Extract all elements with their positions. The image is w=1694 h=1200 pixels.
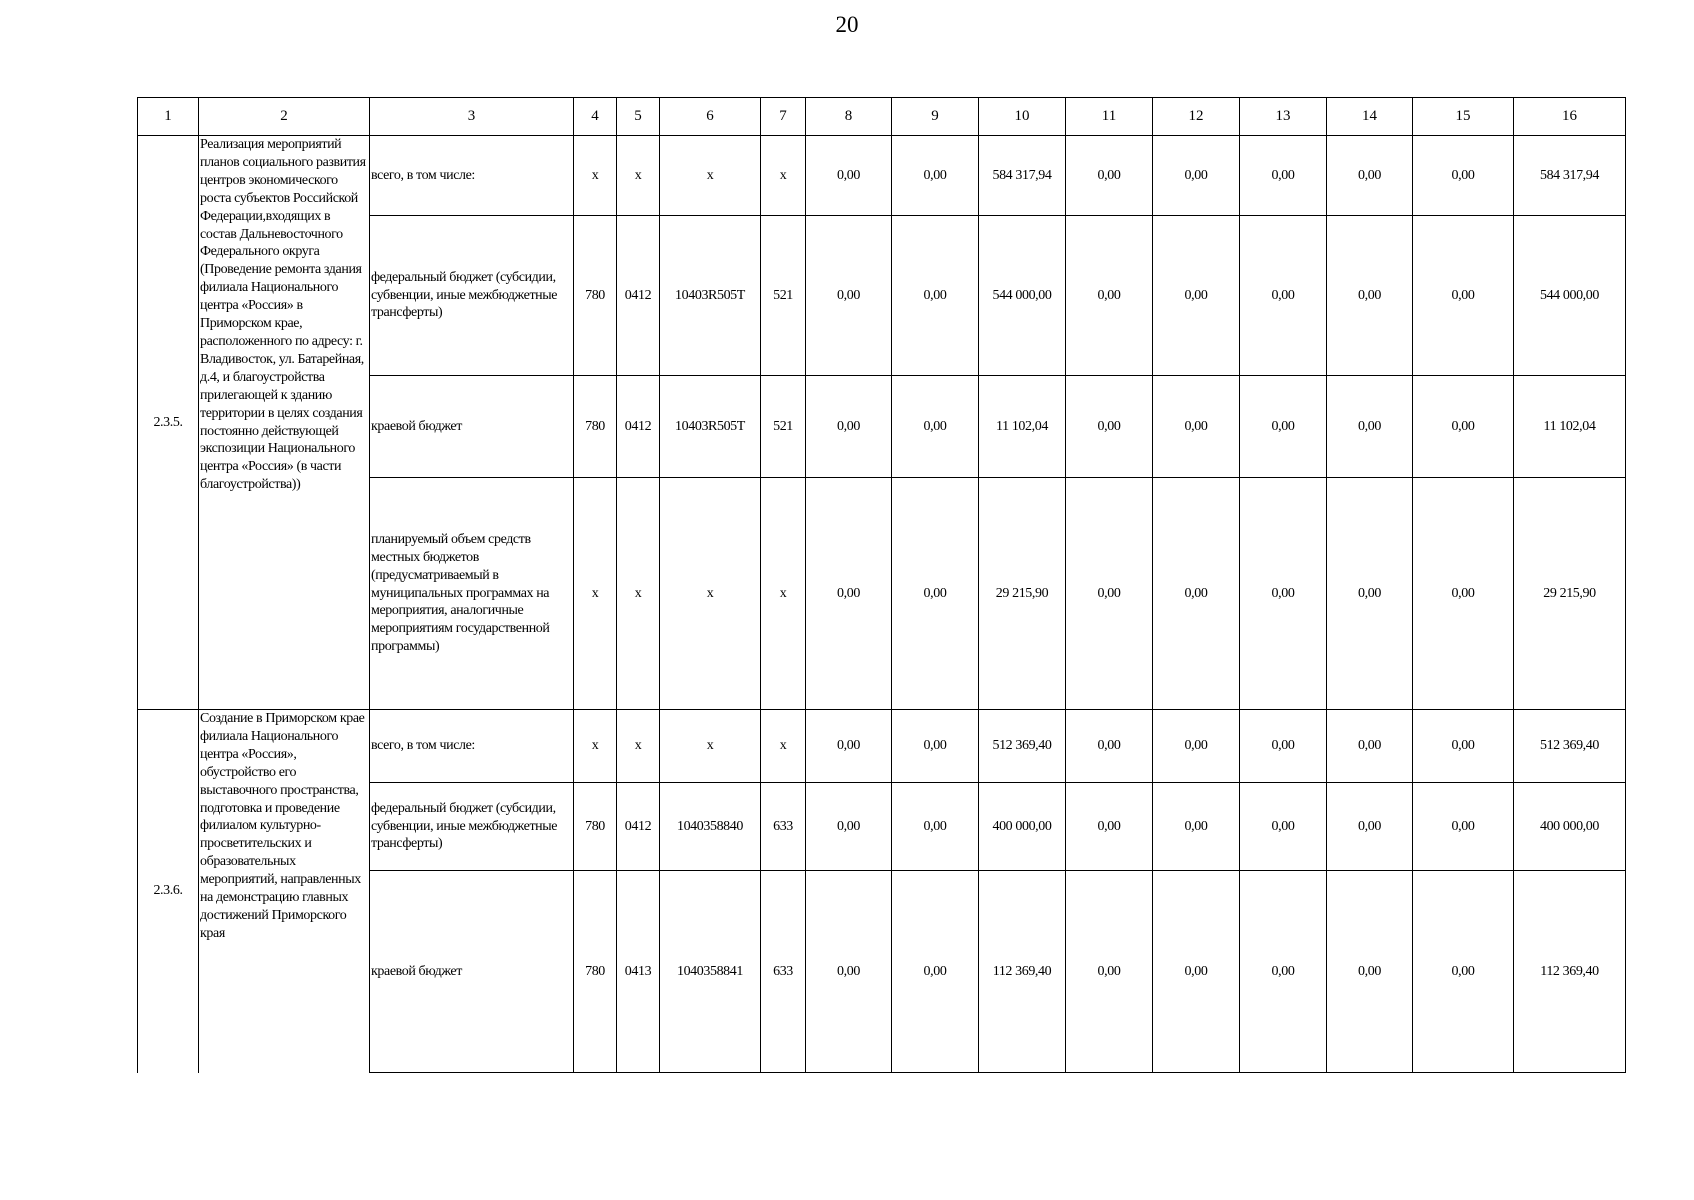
cell-col4: x <box>574 136 617 216</box>
funding-source: федеральный бюджет (субсидии, субвенции, иные межбюджетные трансферты) <box>370 216 574 376</box>
cell-col10: 512 369,40 <box>979 710 1066 783</box>
cell-col15: 0,00 <box>1413 871 1514 1073</box>
cell-col13: 0,00 <box>1240 376 1327 478</box>
cell-col6: x <box>660 136 761 216</box>
cell-col15: 0,00 <box>1413 136 1514 216</box>
cell-col16: 512 369,40 <box>1514 710 1626 783</box>
cell-col14: 0,00 <box>1327 871 1413 1073</box>
cell-col8: 0,00 <box>806 478 892 710</box>
cell-col12: 0,00 <box>1153 783 1240 871</box>
table-row <box>138 710 1626 783</box>
column-header: 6 <box>660 98 761 136</box>
table-row <box>138 136 1626 216</box>
column-header: 8 <box>806 98 892 136</box>
page-number: 20 <box>835 12 859 37</box>
cell-col12: 0,00 <box>1153 710 1240 783</box>
cell-col7: 633 <box>761 871 806 1073</box>
cell-col6: 10403R505T <box>660 376 761 478</box>
cell-col5: 0413 <box>617 871 660 1073</box>
cell-col4: x <box>574 478 617 710</box>
cell-col5: 0412 <box>617 216 660 376</box>
cell-col13: 0,00 <box>1240 783 1327 871</box>
cell-col13: 0,00 <box>1240 710 1327 783</box>
cell-col10: 544 000,00 <box>979 216 1066 376</box>
cell-col4: 780 <box>574 376 617 478</box>
cell-col16: 544 000,00 <box>1514 216 1626 376</box>
cell-col10: 584 317,94 <box>979 136 1066 216</box>
cell-col5: x <box>617 710 660 783</box>
column-header: 4 <box>574 98 617 136</box>
cell-col12: 0,00 <box>1153 216 1240 376</box>
funding-source: федеральный бюджет (субсидии, субвенции, иные межбюджетные трансферты) <box>370 783 574 871</box>
cell-col16: 584 317,94 <box>1514 136 1626 216</box>
cell-col9: 0,00 <box>892 376 979 478</box>
cell-col12: 0,00 <box>1153 478 1240 710</box>
cell-col8: 0,00 <box>806 216 892 376</box>
column-header: 12 <box>1153 98 1240 136</box>
funding-source: всего, в том числе: <box>370 710 574 783</box>
column-header: 11 <box>1066 98 1153 136</box>
cell-col5: x <box>617 136 660 216</box>
cell-col5: x <box>617 478 660 710</box>
cell-col10: 11 102,04 <box>979 376 1066 478</box>
cell-col10: 400 000,00 <box>979 783 1066 871</box>
cell-col11: 0,00 <box>1066 136 1153 216</box>
cell-col15: 0,00 <box>1413 478 1514 710</box>
cell-col9: 0,00 <box>892 478 979 710</box>
measure-name: Создание в Приморском крае филиала Национального центра «Россия», обустройство его выставочного пространства, подготовка и проведение филиалом культурно-просветительских и образовательных мероприятий, направленных на демонстрацию главных достижений Приморского края <box>199 710 370 1073</box>
cell-col8: 0,00 <box>806 783 892 871</box>
cell-col15: 0,00 <box>1413 376 1514 478</box>
column-header: 7 <box>761 98 806 136</box>
cell-col9: 0,00 <box>892 710 979 783</box>
cell-col7: x <box>761 136 806 216</box>
cell-col12: 0,00 <box>1153 871 1240 1073</box>
cell-col7: 521 <box>761 376 806 478</box>
cell-col7: x <box>761 710 806 783</box>
cell-col15: 0,00 <box>1413 710 1514 783</box>
column-header: 16 <box>1514 98 1626 136</box>
cell-col7: 633 <box>761 783 806 871</box>
cell-col13: 0,00 <box>1240 478 1327 710</box>
column-number-row <box>138 98 1626 136</box>
cell-col13: 0,00 <box>1240 216 1327 376</box>
cell-col16: 112 369,40 <box>1514 871 1626 1073</box>
cell-col6: x <box>660 710 761 783</box>
cell-col11: 0,00 <box>1066 376 1153 478</box>
cell-col4: 780 <box>574 216 617 376</box>
cell-col11: 0,00 <box>1066 783 1153 871</box>
cell-col7: x <box>761 478 806 710</box>
cell-col8: 0,00 <box>806 136 892 216</box>
cell-col11: 0,00 <box>1066 871 1153 1073</box>
cell-col4: 780 <box>574 871 617 1073</box>
cell-col14: 0,00 <box>1327 376 1413 478</box>
row-code: 2.3.5. <box>138 136 199 710</box>
cell-col4: 780 <box>574 783 617 871</box>
cell-col11: 0,00 <box>1066 710 1153 783</box>
funding-source: планируемый объем средств местных бюджетов (предусматриваемый в муниципальных программах на мероприятия, аналогичные мероприятиям государственной программы) <box>370 478 574 710</box>
cell-col6: 1040358841 <box>660 871 761 1073</box>
cell-col12: 0,00 <box>1153 376 1240 478</box>
cell-col15: 0,00 <box>1413 783 1514 871</box>
row-code: 2.3.6. <box>138 710 199 1073</box>
cell-col8: 0,00 <box>806 710 892 783</box>
funding-source: краевой бюджет <box>370 376 574 478</box>
cell-col16: 11 102,04 <box>1514 376 1626 478</box>
funding-source: всего, в том числе: <box>370 136 574 216</box>
cell-col16: 29 215,90 <box>1514 478 1626 710</box>
cell-col9: 0,00 <box>892 871 979 1073</box>
budget-table <box>137 97 1626 1073</box>
column-header: 5 <box>617 98 660 136</box>
column-header: 9 <box>892 98 979 136</box>
cell-col14: 0,00 <box>1327 783 1413 871</box>
cell-col5: 0412 <box>617 783 660 871</box>
column-header: 1 <box>138 98 199 136</box>
cell-col14: 0,00 <box>1327 216 1413 376</box>
column-header: 15 <box>1413 98 1514 136</box>
cell-col10: 29 215,90 <box>979 478 1066 710</box>
cell-col9: 0,00 <box>892 136 979 216</box>
cell-col14: 0,00 <box>1327 478 1413 710</box>
cell-col13: 0,00 <box>1240 871 1327 1073</box>
cell-col8: 0,00 <box>806 376 892 478</box>
cell-col9: 0,00 <box>892 783 979 871</box>
cell-col6: 10403R505T <box>660 216 761 376</box>
cell-col6: 1040358840 <box>660 783 761 871</box>
cell-col14: 0,00 <box>1327 136 1413 216</box>
cell-col12: 0,00 <box>1153 136 1240 216</box>
funding-source: краевой бюджет <box>370 871 574 1073</box>
cell-col11: 0,00 <box>1066 216 1153 376</box>
cell-col6: x <box>660 478 761 710</box>
cell-col13: 0,00 <box>1240 136 1327 216</box>
measure-name: Реализация мероприятий планов социального развития центров экономического роста субъектов Российской Федерации,входящих в состав Дальневосточного Федерального округа (Проведение ремонта здания филиала Национального центра «Россия» в Приморском крае, расположенного по адресу: г. Владивосток, ул. Батарейная, д.4, и благоустройства прилегающей к зданию территории в целях создания постоянно действующей экспозиции Национального центра «Россия» (в части благоустройства)) <box>199 136 370 710</box>
cell-col15: 0,00 <box>1413 216 1514 376</box>
cell-col9: 0,00 <box>892 216 979 376</box>
cell-col11: 0,00 <box>1066 478 1153 710</box>
cell-col7: 521 <box>761 216 806 376</box>
cell-col8: 0,00 <box>806 871 892 1073</box>
column-header: 13 <box>1240 98 1327 136</box>
column-header: 14 <box>1327 98 1413 136</box>
column-header: 2 <box>199 98 370 136</box>
cell-col14: 0,00 <box>1327 710 1413 783</box>
column-header: 3 <box>370 98 574 136</box>
cell-col5: 0412 <box>617 376 660 478</box>
column-header: 10 <box>979 98 1066 136</box>
cell-col16: 400 000,00 <box>1514 783 1626 871</box>
cell-col10: 112 369,40 <box>979 871 1066 1073</box>
cell-col4: x <box>574 710 617 783</box>
